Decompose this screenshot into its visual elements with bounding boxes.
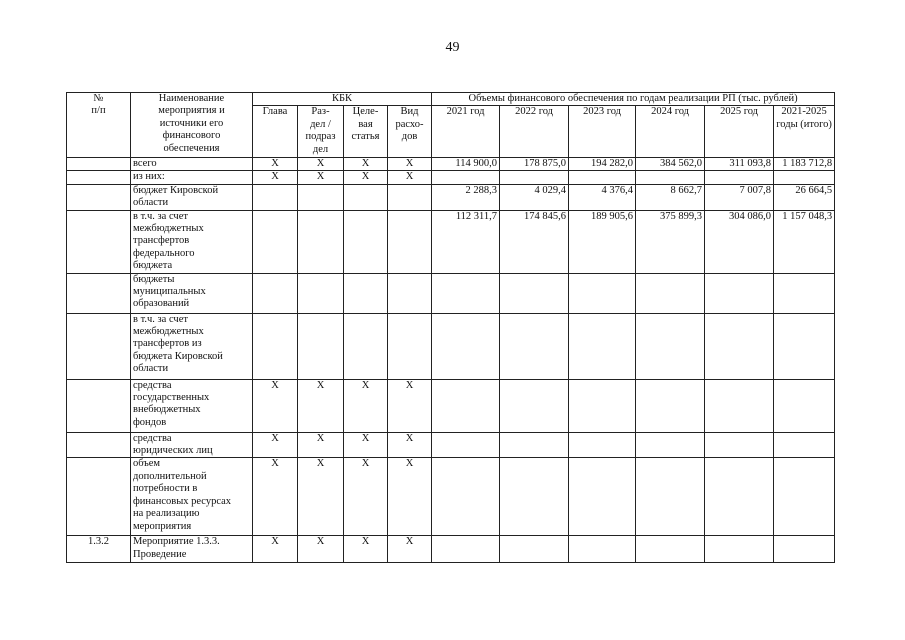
- value-2024-cell: [636, 379, 705, 432]
- header-glava: Глава: [253, 106, 298, 158]
- value-2022-cell: [500, 379, 569, 432]
- value-2022-cell: 4 029,4: [500, 184, 569, 210]
- table-row: [67, 536, 835, 563]
- value-2025-cell: 304 086,0: [705, 210, 774, 273]
- value-2022-cell: [500, 313, 569, 379]
- value-total-cell: [774, 171, 835, 184]
- kbk-vid-cell: [388, 184, 432, 210]
- table-body: [67, 93, 835, 563]
- header-vid: Вид расхо- дов: [388, 106, 432, 158]
- header-year-2023: 2023 год: [569, 106, 636, 158]
- kbk-tselevaya-cell: [344, 313, 388, 379]
- kbk-razdel-cell: Х: [298, 458, 344, 536]
- kbk-vid-cell: [388, 210, 432, 273]
- kbk-vid-cell: Х: [388, 536, 432, 563]
- value-total-cell: 26 664,5: [774, 184, 835, 210]
- row-number: [67, 184, 131, 210]
- table-row: [67, 432, 835, 458]
- value-total-cell: 1 157 048,3: [774, 210, 835, 273]
- value-2024-cell: [636, 458, 705, 536]
- value-2022-cell: 174 845,6: [500, 210, 569, 273]
- kbk-tselevaya-cell: [344, 273, 388, 313]
- value-2023-cell: [569, 458, 636, 536]
- value-2022-cell: [500, 536, 569, 563]
- value-2022-cell: [500, 171, 569, 184]
- value-2025-cell: [705, 273, 774, 313]
- kbk-razdel-cell: Х: [298, 158, 344, 171]
- row-name: бюджеты муниципальных образований: [131, 273, 253, 313]
- row-name: средства государственных внебюджетных фондов: [131, 379, 253, 432]
- value-total-cell: [774, 379, 835, 432]
- kbk-razdel-cell: Х: [298, 379, 344, 432]
- kbk-vid-cell: [388, 273, 432, 313]
- header-volumes: Объемы финансового обеспечения по годам реализации РП (тыс. рублей): [432, 93, 835, 106]
- value-total-cell: [774, 313, 835, 379]
- kbk-tselevaya-cell: [344, 210, 388, 273]
- kbk-tselevaya-cell: Х: [344, 536, 388, 563]
- header-name: Наименование мероприятия и источники его финансового обеспечения: [131, 93, 253, 158]
- value-2023-cell: [569, 536, 636, 563]
- table-row: [67, 379, 835, 432]
- value-2022-cell: [500, 432, 569, 458]
- value-2023-cell: 4 376,4: [569, 184, 636, 210]
- value-2024-cell: [636, 171, 705, 184]
- kbk-tselevaya-cell: Х: [344, 158, 388, 171]
- value-2025-cell: [705, 313, 774, 379]
- value-2025-cell: [705, 432, 774, 458]
- header-year-2024: 2024 год: [636, 106, 705, 158]
- value-2025-cell: [705, 536, 774, 563]
- value-2024-cell: [636, 273, 705, 313]
- kbk-vid-cell: Х: [388, 171, 432, 184]
- header-row-1: [67, 93, 835, 106]
- row-number: [67, 458, 131, 536]
- value-2021-cell: [432, 273, 500, 313]
- kbk-vid-cell: Х: [388, 379, 432, 432]
- header-num: № п/п: [67, 93, 131, 158]
- header-razdel: Раз- дел / подраз дел: [298, 106, 344, 158]
- row-name: Мероприятие 1.3.3. Проведение: [131, 536, 253, 563]
- header-year-2021: 2021 год: [432, 106, 500, 158]
- table-row: [67, 458, 835, 536]
- header-year-total: 2021-2025 годы (итого): [774, 106, 835, 158]
- kbk-razdel-cell: Х: [298, 432, 344, 458]
- value-2025-cell: [705, 171, 774, 184]
- value-total-cell: 1 183 712,8: [774, 158, 835, 171]
- kbk-glava-cell: Х: [253, 432, 298, 458]
- value-2021-cell: 2 288,3: [432, 184, 500, 210]
- table-row: [67, 158, 835, 171]
- header-year-2025: 2025 год: [705, 106, 774, 158]
- kbk-tselevaya-cell: Х: [344, 458, 388, 536]
- kbk-razdel-cell: Х: [298, 171, 344, 184]
- value-2021-cell: [432, 536, 500, 563]
- value-2021-cell: [432, 379, 500, 432]
- row-number: [67, 171, 131, 184]
- row-name: всего: [131, 158, 253, 171]
- row-name: в т.ч. за счет межбюджетных трансфертов федерального бюджета: [131, 210, 253, 273]
- value-2023-cell: 194 282,0: [569, 158, 636, 171]
- kbk-glava-cell: [253, 313, 298, 379]
- kbk-glava-cell: [253, 184, 298, 210]
- value-2024-cell: 375 899,3: [636, 210, 705, 273]
- value-total-cell: [774, 432, 835, 458]
- value-2022-cell: 178 875,0: [500, 158, 569, 171]
- table-row: [67, 210, 835, 273]
- value-2021-cell: [432, 432, 500, 458]
- kbk-tselevaya-cell: Х: [344, 171, 388, 184]
- value-2021-cell: 112 311,7: [432, 210, 500, 273]
- value-2025-cell: [705, 458, 774, 536]
- header-year-2022: 2022 год: [500, 106, 569, 158]
- kbk-vid-cell: [388, 313, 432, 379]
- row-name: объем дополнительной потребности в финансовых ресурсах на реализацию мероприятия: [131, 458, 253, 536]
- value-2022-cell: [500, 458, 569, 536]
- kbk-razdel-cell: [298, 210, 344, 273]
- kbk-tselevaya-cell: Х: [344, 432, 388, 458]
- kbk-glava-cell: Х: [253, 171, 298, 184]
- kbk-glava-cell: Х: [253, 158, 298, 171]
- row-name: из них:: [131, 171, 253, 184]
- kbk-tselevaya-cell: Х: [344, 379, 388, 432]
- value-2024-cell: 384 562,0: [636, 158, 705, 171]
- value-2022-cell: [500, 273, 569, 313]
- header-kbk: КБК: [253, 93, 432, 106]
- financing-table: [66, 92, 835, 563]
- row-name: в т.ч. за счет межбюджетных трансфертов из бюджета Кировской области: [131, 313, 253, 379]
- value-2024-cell: [636, 536, 705, 563]
- row-name: бюджет Кировской области: [131, 184, 253, 210]
- kbk-razdel-cell: [298, 184, 344, 210]
- value-total-cell: [774, 458, 835, 536]
- row-number: [67, 379, 131, 432]
- row-number: [67, 313, 131, 379]
- value-2025-cell: [705, 379, 774, 432]
- value-2025-cell: 311 093,8: [705, 158, 774, 171]
- kbk-vid-cell: Х: [388, 158, 432, 171]
- kbk-glava-cell: Х: [253, 458, 298, 536]
- value-2021-cell: [432, 171, 500, 184]
- kbk-glava-cell: [253, 273, 298, 313]
- value-2024-cell: [636, 313, 705, 379]
- row-number: [67, 432, 131, 458]
- value-2023-cell: [569, 432, 636, 458]
- kbk-razdel-cell: [298, 273, 344, 313]
- row-number: [67, 210, 131, 273]
- value-2024-cell: 8 662,7: [636, 184, 705, 210]
- value-2023-cell: [569, 313, 636, 379]
- kbk-glava-cell: Х: [253, 536, 298, 563]
- page-number: 49: [445, 40, 460, 55]
- kbk-tselevaya-cell: [344, 184, 388, 210]
- value-total-cell: [774, 536, 835, 563]
- kbk-vid-cell: Х: [388, 432, 432, 458]
- value-2023-cell: [569, 379, 636, 432]
- value-2024-cell: [636, 432, 705, 458]
- value-2021-cell: [432, 458, 500, 536]
- row-number: [67, 273, 131, 313]
- table-row: [67, 184, 835, 210]
- row-name: средства юридических лиц: [131, 432, 253, 458]
- kbk-razdel-cell: Х: [298, 536, 344, 563]
- value-2021-cell: 114 900,0: [432, 158, 500, 171]
- value-2023-cell: [569, 273, 636, 313]
- value-2025-cell: 7 007,8: [705, 184, 774, 210]
- row-number: [67, 158, 131, 171]
- kbk-vid-cell: Х: [388, 458, 432, 536]
- table-row: [67, 313, 835, 379]
- kbk-glava-cell: [253, 210, 298, 273]
- header-tselevaya: Целе- вая статья: [344, 106, 388, 158]
- table-row: [67, 171, 835, 184]
- kbk-razdel-cell: [298, 313, 344, 379]
- value-2023-cell: 189 905,6: [569, 210, 636, 273]
- row-number: 1.3.2: [67, 536, 131, 563]
- value-2021-cell: [432, 313, 500, 379]
- kbk-glava-cell: Х: [253, 379, 298, 432]
- table-row: [67, 273, 835, 313]
- value-total-cell: [774, 273, 835, 313]
- value-2023-cell: [569, 171, 636, 184]
